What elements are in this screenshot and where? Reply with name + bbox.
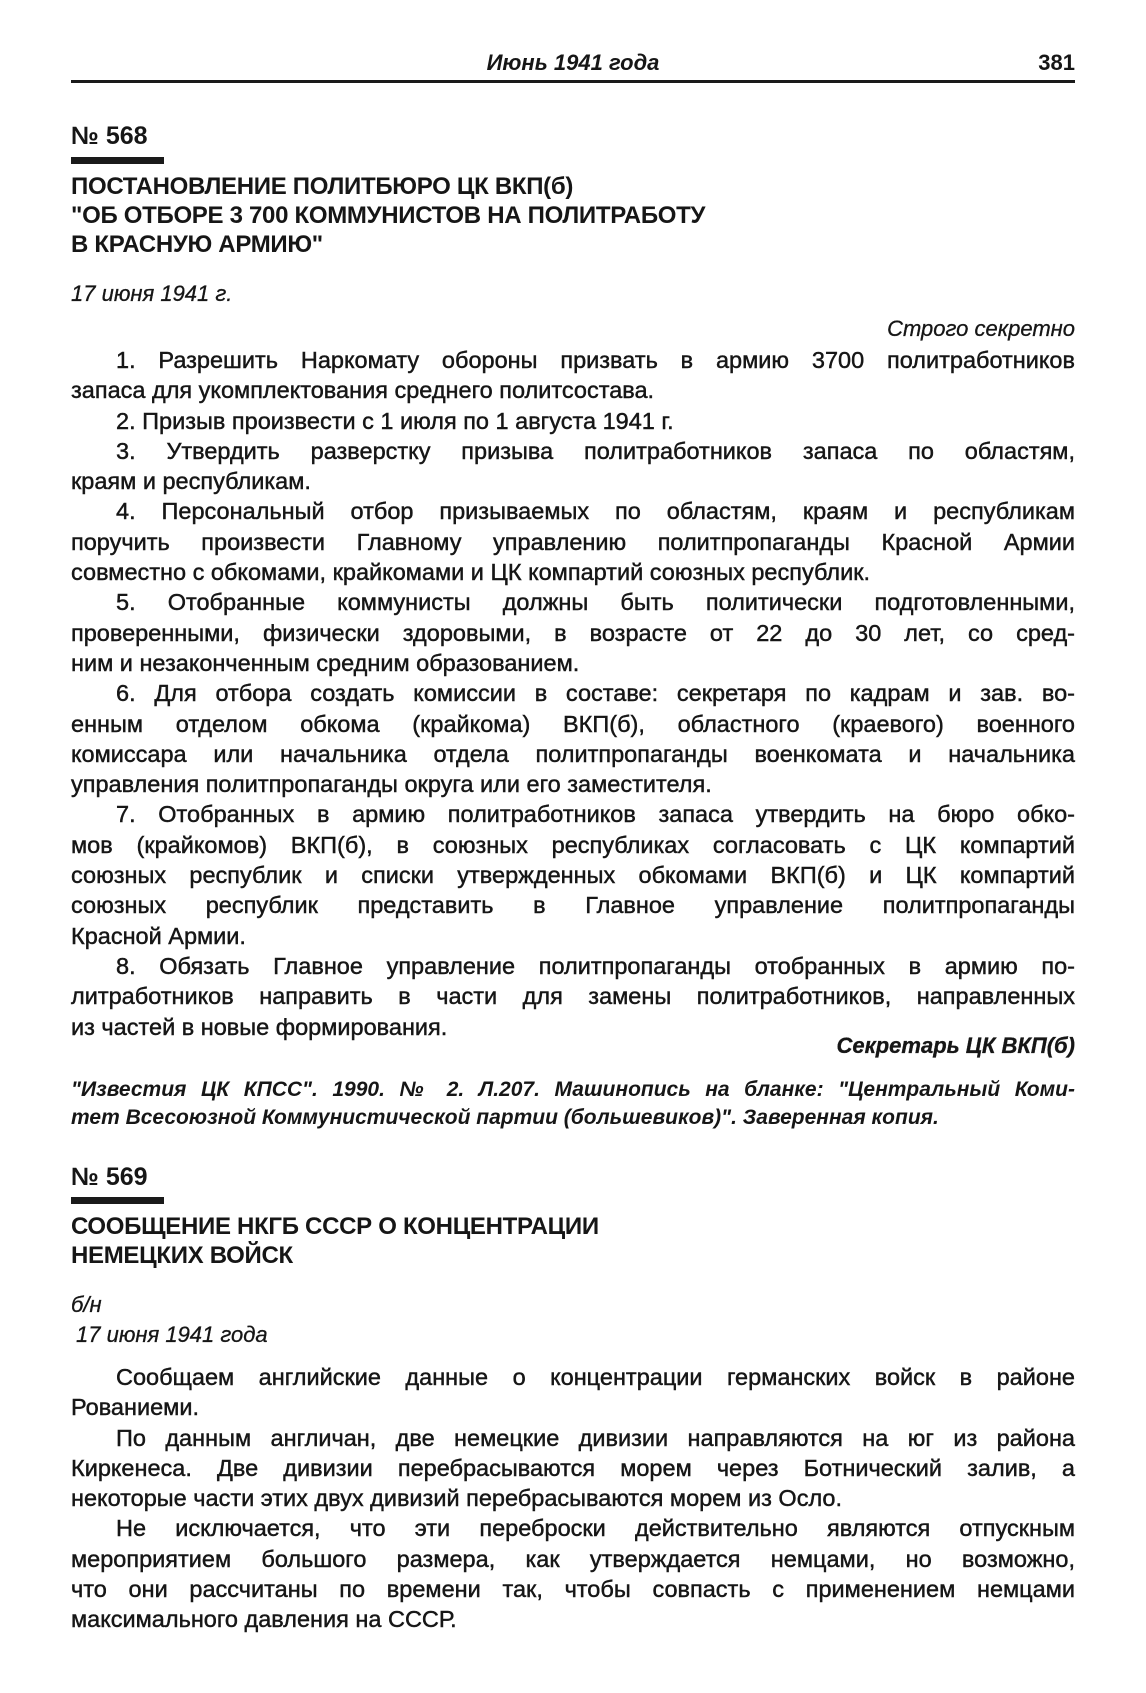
document-body xyxy=(71,1362,1075,1635)
text-line: 7. Отобранных в армию политработников запаса утвердить на бюро обко- xyxy=(116,801,1075,828)
text-line: литработников направить в части для замены политработников, направленных xyxy=(71,983,1075,1010)
text-line: из частей в новые формирования. xyxy=(71,1013,448,1040)
title-line: ПОСТАНОВЛЕНИЕ ПОЛИТБЮРО ЦК ВКП(б) xyxy=(71,173,574,200)
text-line: запаса для укомплектования среднего политсостава. xyxy=(71,377,655,404)
paragraph xyxy=(71,951,1075,1042)
title-line: СООБЩЕНИЕ НКГБ СССР О КОНЦЕНТРАЦИИ xyxy=(71,1213,599,1240)
text-line: мов (крайкомов) ВКП(б), в союзных республиках согласовать с ЦК компартий xyxy=(71,831,1075,858)
text-line: 1. Разрешить Наркомату обороны призвать в армию 3700 политработников xyxy=(116,347,1075,373)
text-line: что они рассчитаны по времени так, чтобы совпасть с применением немцами xyxy=(71,1576,1075,1603)
text-line: Рованиеми. xyxy=(71,1394,199,1421)
text-line: некоторые части этих двух дивизий перебрасываются морем из Осло. xyxy=(71,1485,843,1512)
text-line: 2. Призыв произвести с 1 июля по 1 августа 1941 г. xyxy=(116,407,674,434)
document-date: 17 июня 1941 г. xyxy=(71,281,233,306)
paragraph xyxy=(71,1362,1075,1423)
text-line: максимального давления на СССР. xyxy=(71,1606,457,1633)
text-line: енным отделом обкома (крайкома) ВКП(б), областного (краевого) военного xyxy=(71,710,1075,737)
number-underline-bar xyxy=(71,1197,164,1204)
text-line: По данным англичан, две немецкие дивизии направляются на юг из района xyxy=(116,1424,1075,1451)
document-title xyxy=(71,172,705,259)
paragraph xyxy=(71,345,1075,406)
classification-label: Строго секретно xyxy=(887,316,1075,341)
document-number: № 568 xyxy=(71,122,148,150)
text-line: 6. Для отбора создать комиссии в составе: секретаря по кадрам и зав. во- xyxy=(116,680,1075,707)
title-line: НЕМЕЦКИХ ВОЙСК xyxy=(71,1242,293,1269)
page-number: 381 xyxy=(1038,50,1075,75)
text-line: совместно с обкомами, крайкомами и ЦК компартий союзных республик. xyxy=(71,559,871,586)
text-line: поручить произвести Главному управлению политпропаганды Красной Армии xyxy=(71,528,1075,555)
text-line: ним и незаконченным средним образованием. xyxy=(71,649,580,676)
text-line: 8. Обязать Главное управление политпропаганды отобранных в армию по- xyxy=(116,952,1075,979)
text-line: 5. Отобранные коммунисты должны быть политически подготовленными, xyxy=(116,589,1075,616)
text-line: управления политпропаганды округа или его заместителя. xyxy=(71,771,712,798)
document-date: 17 июня 1941 года xyxy=(76,1322,268,1347)
text-line: союзных республик представить в Главное управление политпропаганды xyxy=(71,892,1075,919)
source-note xyxy=(71,1076,1075,1132)
source-line: "Известия ЦК КПСС". 1990. № 2. Л.207. Машинопись на бланке: "Центральный Коми- xyxy=(71,1078,1075,1101)
paragraph xyxy=(71,587,1075,678)
text-line: комиссара или начальника отдела политпропаганды военкомата и начальника xyxy=(71,740,1075,767)
paragraph xyxy=(71,799,1075,950)
paragraph xyxy=(71,1423,1075,1514)
paragraph xyxy=(71,406,1075,436)
text-line: мероприятием большого размера, как утверждается немцами, но возможно, xyxy=(71,1545,1075,1572)
signature: Секретарь ЦК ВКП(б) xyxy=(836,1033,1075,1058)
running-title: Июнь 1941 года xyxy=(486,50,660,75)
text-line: Не исключается, что эти переброски действительно являются отпускным xyxy=(116,1515,1075,1542)
text-line: Сообщаем английские данные о концентрации германских войск в районе xyxy=(116,1364,1075,1390)
text-line: 4. Персональный отбор призываемых по областям, краям и республикам xyxy=(116,498,1075,525)
document-reference: б/н xyxy=(71,1292,102,1317)
paragraph xyxy=(71,496,1075,587)
paragraph xyxy=(71,1513,1075,1634)
text-line: союзных республик и списки утвержденных обкомами ВКП(б) и ЦК компартий xyxy=(71,862,1075,889)
text-line: Красной Армии. xyxy=(71,922,246,949)
text-line: 3. Утвердить разверстку призыва политработников запаса по областям, xyxy=(116,437,1075,464)
title-line: "ОБ ОТБОРЕ 3 700 КОММУНИСТОВ НА ПОЛИТРАБОТУ xyxy=(71,202,706,229)
number-underline-bar xyxy=(71,157,164,164)
document-title xyxy=(71,1212,599,1270)
paragraph xyxy=(71,678,1075,799)
text-line: Киркенеса. Две дивизии перебрасываются морем через Ботнический залив, а xyxy=(71,1454,1075,1481)
document-number: № 569 xyxy=(71,1163,148,1191)
source-line: тет Всесоюзной Коммунистической партии (большевиков)". Заверенная копия. xyxy=(71,1106,939,1129)
paragraph xyxy=(71,436,1075,497)
document-body xyxy=(71,345,1075,1042)
text-line: краям и республикам. xyxy=(71,468,311,495)
title-line: В КРАСНУЮ АРМИЮ" xyxy=(71,231,323,258)
text-line: проверенными, физически здоровыми, в возрасте от 22 до 30 лет, со сред- xyxy=(71,619,1075,646)
header-rule xyxy=(71,80,1075,83)
